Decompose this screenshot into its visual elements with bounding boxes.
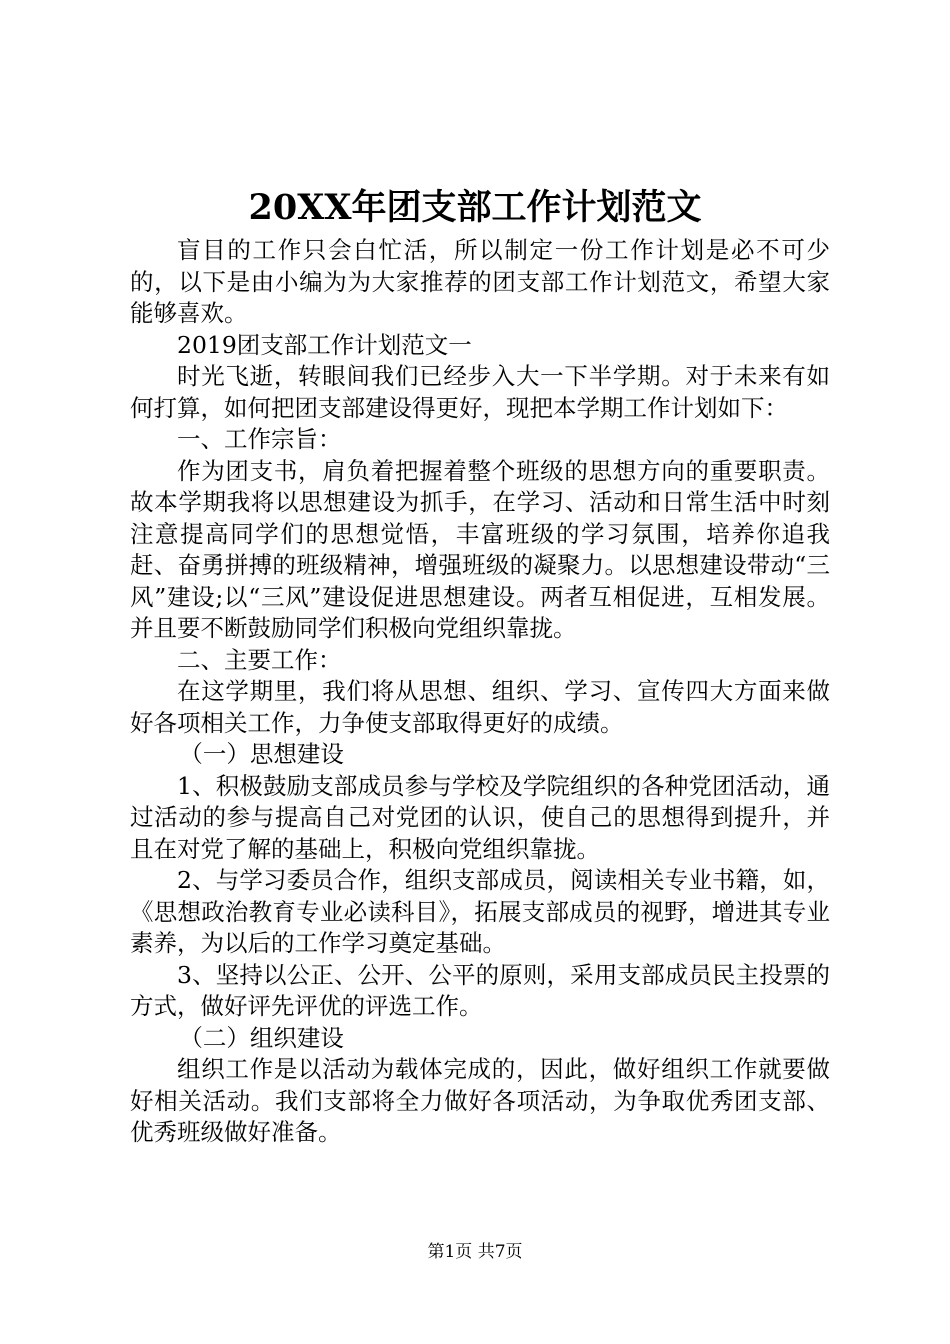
document-title: 20XX年团支部工作计划范文 (248, 187, 702, 228)
paragraph: 作为团支书，肩负着把握着整个班级的思想方向的重要职责。故本学期我将以思想建设为抓手，在学习、活动和日常生活中时刻注意提高同学们的思想觉悟，丰富班级的学习氛围，培养你追我赶、奋勇拼搏的班级精神，增强班级的凝聚力。以思想建设带动“三风”建设;以“三风”建设促进思想建设。两者互相促进，互相发展。并且要不断鼓励同学们积极向党组织靠拢。 (130, 456, 830, 642)
paragraph: 盲目的工作只会白忙活，所以制定一份工作计划是必不可少的，以下是由小编为为大家推荐的团支部工作计划范文，希望大家能够喜欢。 (130, 236, 830, 327)
document-body (130, 235, 830, 1149)
paragraph: 在这学期里，我们将从思想、组织、学习、宣传四大方面来做好各项相关工作，力争使支部取得更好的成绩。 (130, 677, 830, 737)
paragraph: 时光飞逝，转眼间我们已经步入大一下半学期。对于未来有如何打算，如何把团支部建设得更好，现把本学期工作计划如下： (130, 362, 830, 422)
subsection-heading: （一）思想建设 (179, 740, 344, 768)
paragraph: 2、与学习委员合作，组织支部成员，阅读相关专业书籍，如，《思想政治教育专业必读科目》，拓展支部成员的视野，增进其专业素养，为以后的工作学习奠定基础。 (130, 866, 830, 957)
paragraph: 组织工作是以活动为载体完成的，因此，做好组织工作就要做好相关活动。我们支部将全力做好各项活动，为争取优秀团支部、优秀班级做好准备。 (130, 1055, 830, 1146)
section-heading: 二、主要工作： (177, 645, 342, 674)
section-heading: 2019团支部工作计划范文一 (177, 330, 472, 359)
paragraph: 3、坚持以公正、公开、公平的原则，采用支部成员民主投票的方式，做好评先评优的评选工作。 (130, 960, 830, 1020)
subsection-heading: （二）组织建设 (179, 1023, 344, 1052)
section-heading: 一、工作宗旨： (177, 425, 342, 453)
page-footer: 第1页 共7页 (427, 1242, 523, 1262)
paragraph: 1、积极鼓励支部成员参与学校及学院组织的各种党团活动，通过活动的参与提高自己对党团的认识，使自己的思想得到提升，并且在对党了解的基础上，积极向党组织靠拢。 (130, 771, 830, 863)
